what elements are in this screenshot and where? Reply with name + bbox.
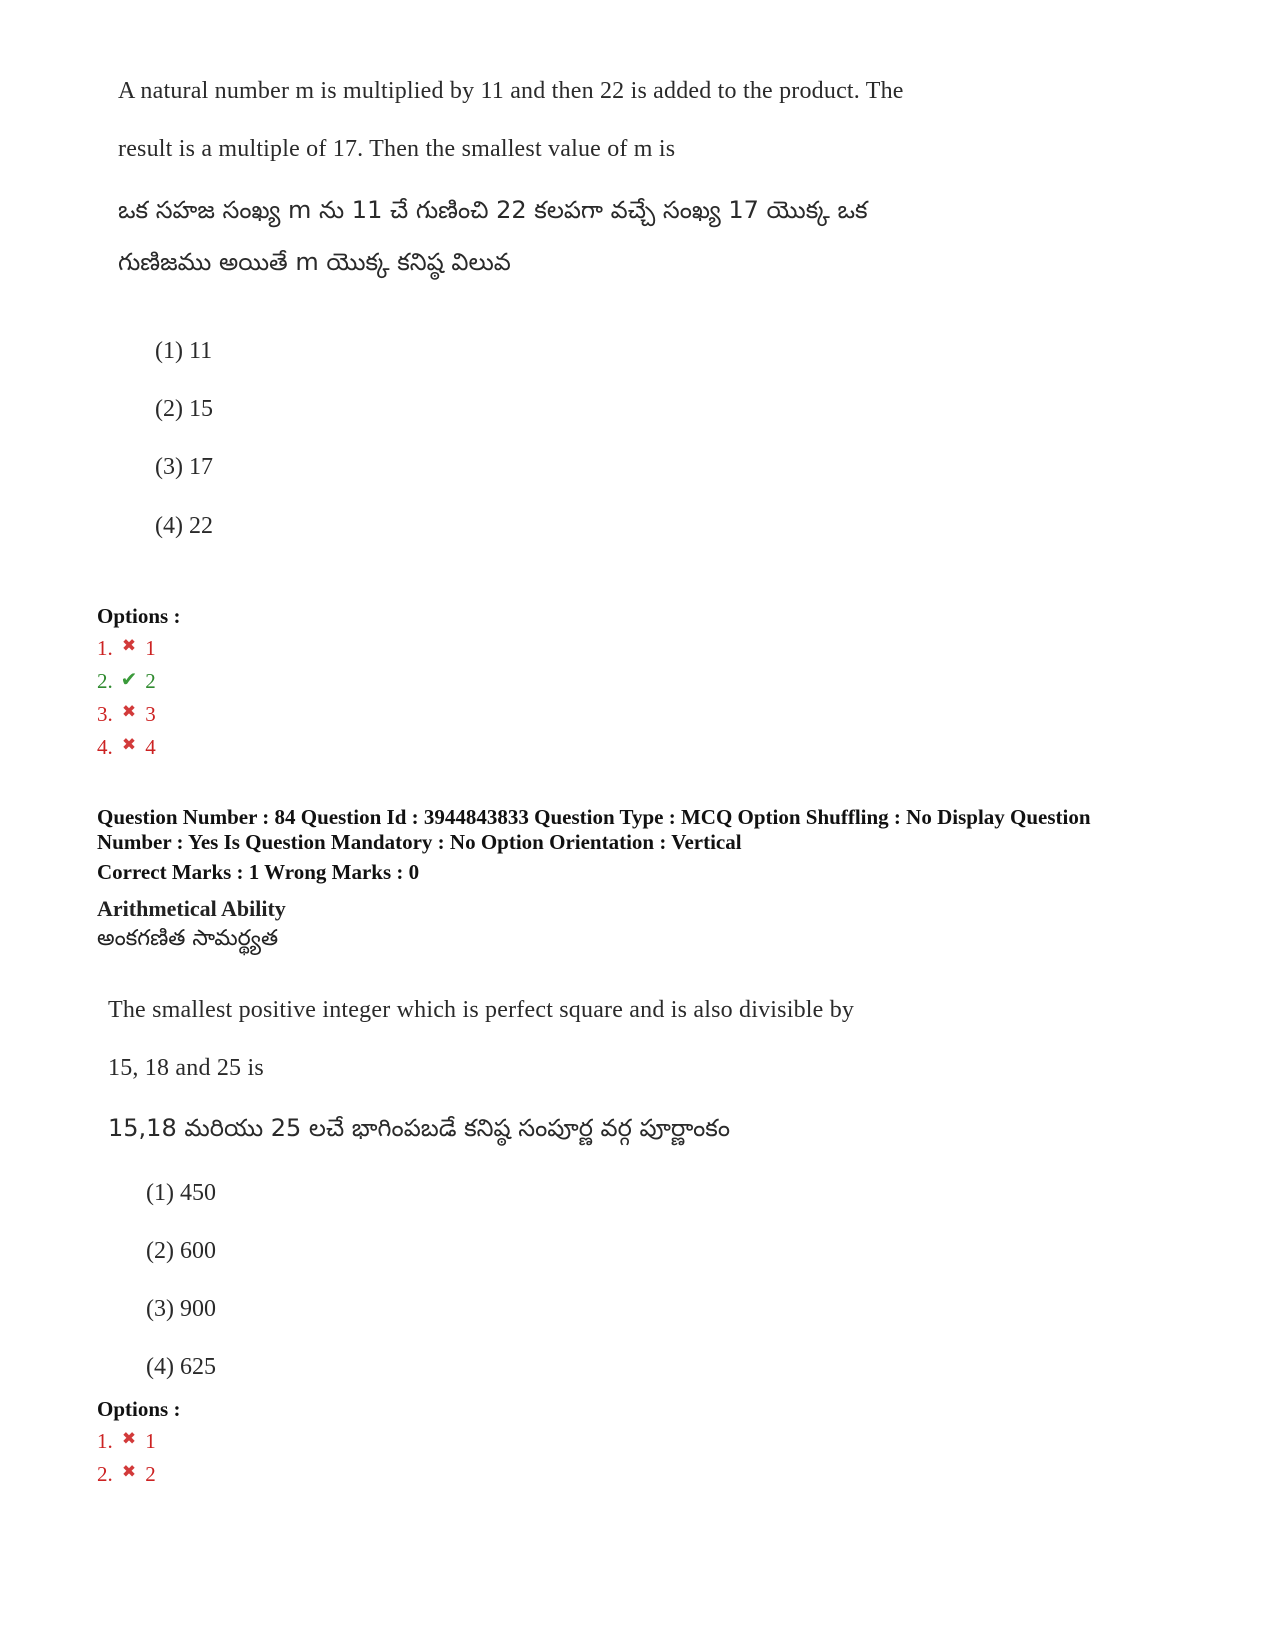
q2-choice-4: (4) 625 [146, 1354, 216, 1380]
q1-option-4-value: 4 [145, 735, 156, 759]
wrong-cross-icon: ✖ [121, 735, 137, 755]
q1-option-4-num: 4. [97, 735, 113, 759]
q1-choice-4: (4) 22 [155, 513, 213, 539]
q2-option-1 [97, 1429, 156, 1454]
q2-option-1-num: 1. [97, 1429, 113, 1453]
q1-text-te-line1: ఒక సహజ సంఖ్య m ను 11 చే గుణించి 22 కలపగా వచ్చే సంఖ్య 17 యొక్క ఒక [118, 196, 868, 224]
q1-option-2-num: 2. [97, 669, 113, 693]
q2-choice-3: (3) 900 [146, 1296, 216, 1322]
q1-option-2 [97, 669, 156, 694]
q1-text-en-line1: A natural number m is multiplied by 11 and then 22 is added to the product. The [118, 78, 904, 104]
q2-choice-2: (2) 600 [146, 1238, 216, 1264]
q2-meta-line2: Number : Yes Is Question Mandatory : No Option Orientation : Vertical [97, 830, 742, 854]
q2-text-en-line2: 15, 18 and 25 is [108, 1055, 264, 1081]
q1-option-3-value: 3 [145, 702, 156, 726]
q2-options-label: Options : [97, 1397, 181, 1421]
q1-option-1 [97, 636, 156, 661]
q2-option-2-num: 2. [97, 1462, 113, 1486]
q1-text-en-line2: result is a multiple of 17. Then the smallest value of m is [118, 136, 676, 162]
q2-choice-1: (1) 450 [146, 1180, 216, 1206]
q1-option-1-value: 1 [145, 636, 156, 660]
q1-text-te-line2: గుణిజము అయితే m యొక్క కనిష్ఠ విలువ [118, 248, 511, 276]
section-title-te: అంకగణిత సామర్థ్యత [97, 926, 279, 951]
q1-option-1-num: 1. [97, 636, 113, 660]
wrong-cross-icon: ✖ [121, 1462, 137, 1482]
q1-choice-3: (3) 17 [155, 454, 213, 480]
correct-check-icon: ✔ [120, 667, 138, 691]
wrong-cross-icon: ✖ [121, 702, 137, 722]
q1-choice-2: (2) 15 [155, 396, 213, 422]
q1-option-3-num: 3. [97, 702, 113, 726]
q2-option-2 [97, 1462, 156, 1487]
q2-text-te-line1: 15,18 మరియు 25 లచే భాగింపబడే కనిష్ఠ సంపూర్ణ వర్గ పూర్ణాంకం [108, 1114, 730, 1142]
q1-option-4 [97, 735, 156, 760]
q2-meta-line1: Question Number : 84 Question Id : 3944843833 Question Type : MCQ Option Shuffling : No Display Question [97, 805, 1091, 829]
q1-choice-1: (1) 11 [155, 338, 213, 364]
wrong-cross-icon: ✖ [121, 636, 137, 656]
section-title-en: Arithmetical Ability [97, 896, 286, 921]
q2-option-2-value: 2 [145, 1462, 156, 1486]
q1-option-3 [97, 702, 156, 727]
q2-text-en-line1: The smallest positive integer which is perfect square and is also divisible by [108, 997, 855, 1023]
q1-options-label: Options : [97, 604, 181, 628]
q2-option-1-value: 1 [145, 1429, 156, 1453]
q2-meta-line3: Correct Marks : 1 Wrong Marks : 0 [97, 860, 420, 884]
q1-option-2-value: 2 [145, 669, 156, 693]
wrong-cross-icon: ✖ [121, 1429, 137, 1449]
